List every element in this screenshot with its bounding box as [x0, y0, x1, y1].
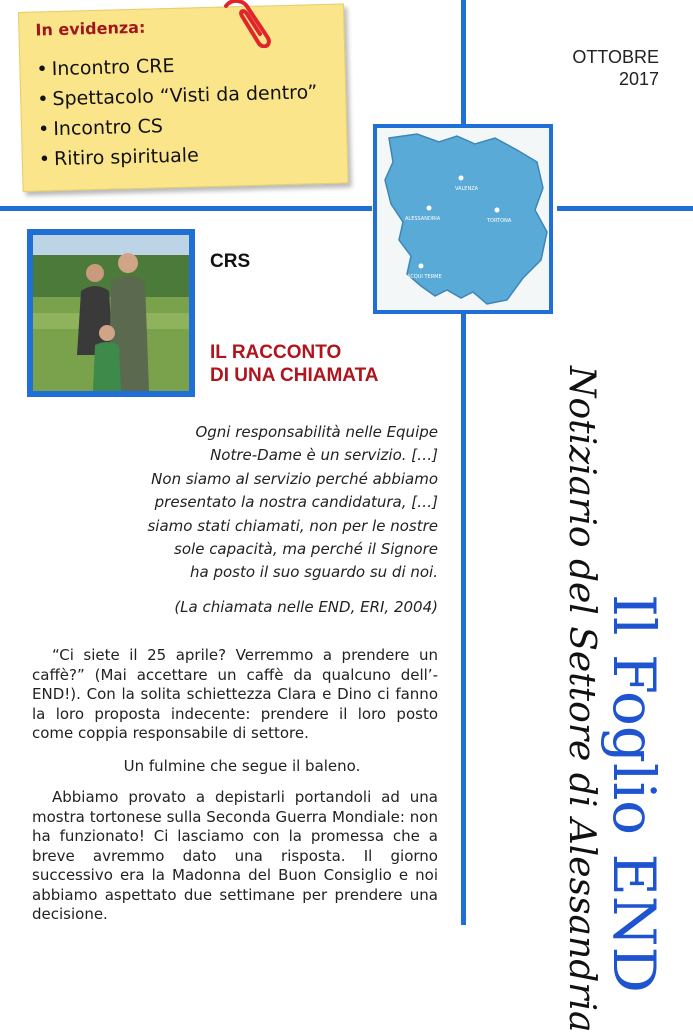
bullet-icon: • — [37, 118, 50, 141]
quote-source: (La chiamata nelle END, ERI, 2004) — [174, 598, 438, 616]
paragraph: Abbiamo provato a depistarli portandoli ad una mostra tortonese sulla Seconda Guerra Mondiale: non ha funzionato! Ci lasciamo con la promessa che a breve avremmo dato una risposta. Il giorno successivo era la Madonna del Buon Consiglio e noi abbiamo aspettato due settimane per prendere una decisione. — [32, 788, 438, 923]
bullet-icon: • — [37, 88, 49, 111]
paragraph: “Ci siete il 25 aprile? Verremmo a prendere un caffè?” (Mai accettare un caffè da qualcuno dell’-END!). Con la solita schiettezza Clara e Dino ci fanno la loro proposta indecente: prendere il loro posto come coppia responsabile di settore. — [32, 646, 438, 742]
highlights-title: In evidenza: — [35, 17, 146, 40]
article-headline — [210, 341, 379, 387]
highlight-item: • Incontro CS — [37, 115, 164, 141]
quote-line: sole capacità, ma perché il Signore — [174, 539, 438, 558]
epigraph-quote — [147, 421, 438, 585]
paperclip-icon — [218, 0, 278, 48]
map-label: ALESSANDRIA — [405, 216, 441, 222]
province-map — [373, 124, 553, 314]
quote-line: siamo stati chiamati, non per le nostre — [147, 516, 438, 535]
map-label: TORTONA — [487, 218, 512, 224]
bullet-icon: • — [38, 148, 51, 171]
highlight-item: • Ritiro spirituale — [38, 144, 200, 171]
map-label: VALENZA — [455, 186, 479, 192]
issue-date — [572, 46, 659, 90]
bullet-icon: • — [36, 58, 49, 81]
horizontal-divider-left — [0, 206, 372, 211]
quote-line: presentato la nostra candidatura, […] — [154, 493, 438, 512]
headline-line: IL RACCONTO — [210, 342, 342, 363]
quote-line: ha posto il suo sguardo su di noi. — [189, 563, 438, 582]
masthead-subtitle: Notiziario del Settore di Alessandria — [561, 366, 602, 1032]
masthead-title: Il Foglio END — [600, 594, 668, 994]
paragraph: Un fulmine che segue il baleno. — [123, 757, 361, 775]
quote-line: Notre-Dame è un servizio. […] — [210, 446, 438, 465]
family-photo — [27, 229, 195, 397]
issue-year: 2017 — [618, 69, 659, 89]
highlight-item: • Spettacolo “Visti da dentro” — [37, 81, 318, 111]
quote-line: Non siamo al servizio perché abbiamo — [151, 469, 438, 488]
quote-line: Ogni responsabilità nelle Equipe — [195, 423, 438, 441]
highlight-item: • Incontro CRE — [36, 54, 175, 81]
headline-line: DI UNA CHIAMATA — [210, 365, 379, 386]
highlights-note — [18, 3, 349, 191]
issue-month: OTTOBRE — [572, 47, 659, 67]
section-label: CRS — [210, 251, 251, 272]
map-graphic — [377, 128, 549, 310]
photo-illustration — [33, 235, 189, 391]
map-label: ACQUI TERME — [407, 274, 442, 280]
highlights-list — [36, 47, 319, 174]
horizontal-divider-right — [557, 206, 693, 211]
